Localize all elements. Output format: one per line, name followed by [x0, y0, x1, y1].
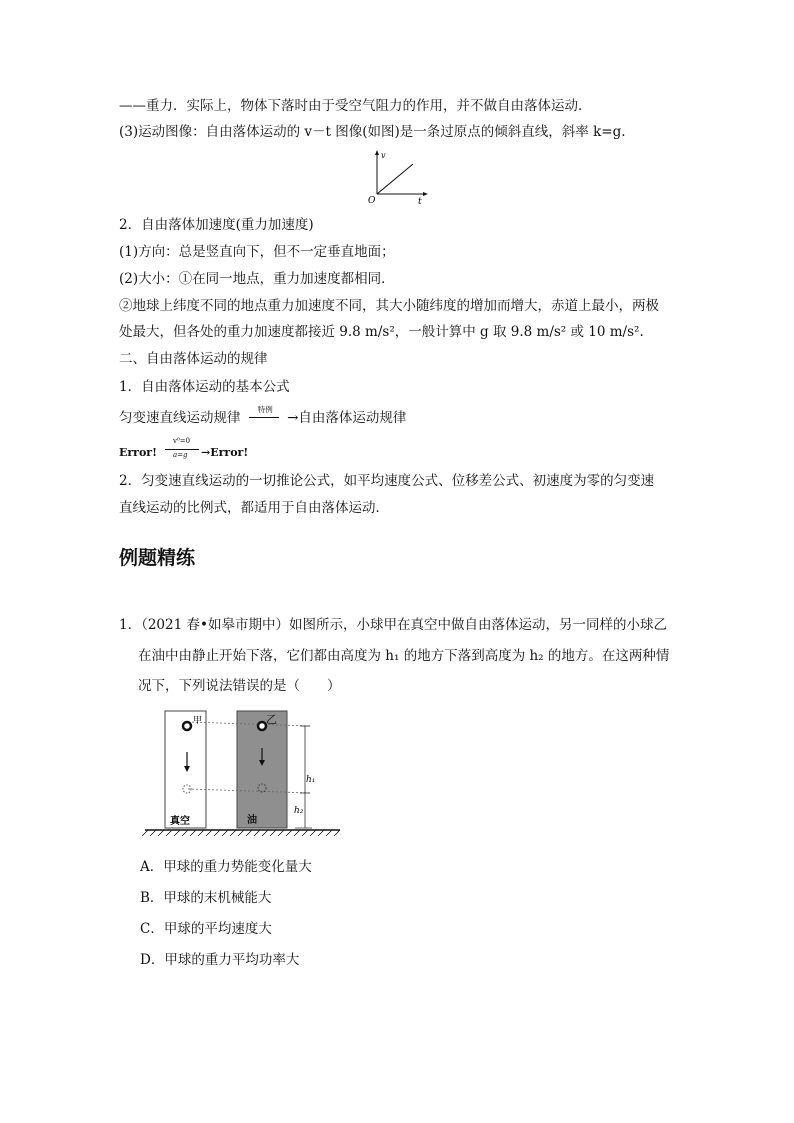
- origin-label: O: [368, 196, 376, 206]
- vacuum-label: 真空: [170, 816, 190, 827]
- text-line: 2．自由落体加速度(重力加速度): [119, 217, 314, 233]
- text-line: 1．自由落体运动的基本公式: [119, 379, 290, 395]
- question-line: 况下，下列说法错误的是（ ）: [138, 678, 341, 694]
- text-line: (3)运动图像：自由落体运动的 v－t 图像(如图)是一条过原点的倾斜直线，斜率 k=g.: [119, 124, 626, 140]
- error-placeholder: Error!: [119, 446, 157, 459]
- text-fragment: 匀变速直线运动规律: [119, 410, 241, 426]
- text-line: (2)大小：①在同一地点，重力加速度都相同．: [119, 271, 395, 287]
- option-c[interactable]: C．甲球的平均速度大: [140, 921, 272, 937]
- text-line: ——重力．实际上，物体下落时由于受空气阻力的作用，并不做自由落体运动．: [119, 98, 592, 114]
- text-line: 直线运动的比例式，都适用于自由落体运动．: [119, 500, 389, 516]
- oil-label: 油: [247, 815, 257, 826]
- option-d[interactable]: D．甲球的重力平均功率大: [140, 952, 300, 968]
- t-axis-label: t: [418, 197, 422, 207]
- ball-jia-label: 甲: [193, 716, 203, 726]
- fall-figure: [140, 706, 345, 841]
- option-b[interactable]: B．甲球的末机械能大: [140, 890, 272, 906]
- arrow-label: 特例: [257, 405, 273, 414]
- text-line: ②地球上纬度不同的地点重力加速度不同，其大小随纬度的增加而增大，赤道上最小，两极: [119, 298, 659, 314]
- condition-top: v⁰=0: [173, 437, 191, 445]
- h1-label: h₁: [306, 775, 316, 785]
- text-line: (1)方向：总是竖直向下，但不一定垂直地面；: [119, 244, 395, 260]
- text-line: 处最大，但各处的重力加速度都接近 9.8 m/s²，一般计算中 g 取 9.8 m/s² 或 10 m/s².: [119, 324, 644, 340]
- v-axis-label: v: [381, 151, 386, 160]
- text-line: 二、自由落体运动的规律: [119, 351, 268, 367]
- question-line: 1．（2021 春•如皋市期中）如图所示，小球甲在真空中做自由落体运动，另一同样的小球乙: [119, 617, 667, 633]
- error-placeholder: →Error!: [201, 446, 249, 459]
- special-case-arrow: [245, 405, 283, 427]
- vt-graph: [365, 148, 435, 208]
- condition-arrow: [163, 436, 201, 466]
- section-heading: 例题精练: [119, 547, 196, 569]
- text-fragment: →自由落体运动规律: [287, 410, 407, 426]
- ball-yi-label: 乙: [266, 713, 277, 726]
- question-line: 在油中由静止开始下落，它们都由高度为 h₁ 的地方下落到高度为 h₂ 的地方。在这两种情: [138, 648, 670, 664]
- condition-bottom: a=g: [173, 451, 188, 459]
- text-line: [119, 405, 407, 427]
- h2-label: h₂: [294, 806, 304, 816]
- option-a[interactable]: A．甲球的重力势能变化量大: [140, 859, 312, 875]
- text-line: 2．匀变速直线运动的一切推论公式，如平均速度公式、位移差公式、初速度为零的匀变速: [119, 473, 655, 489]
